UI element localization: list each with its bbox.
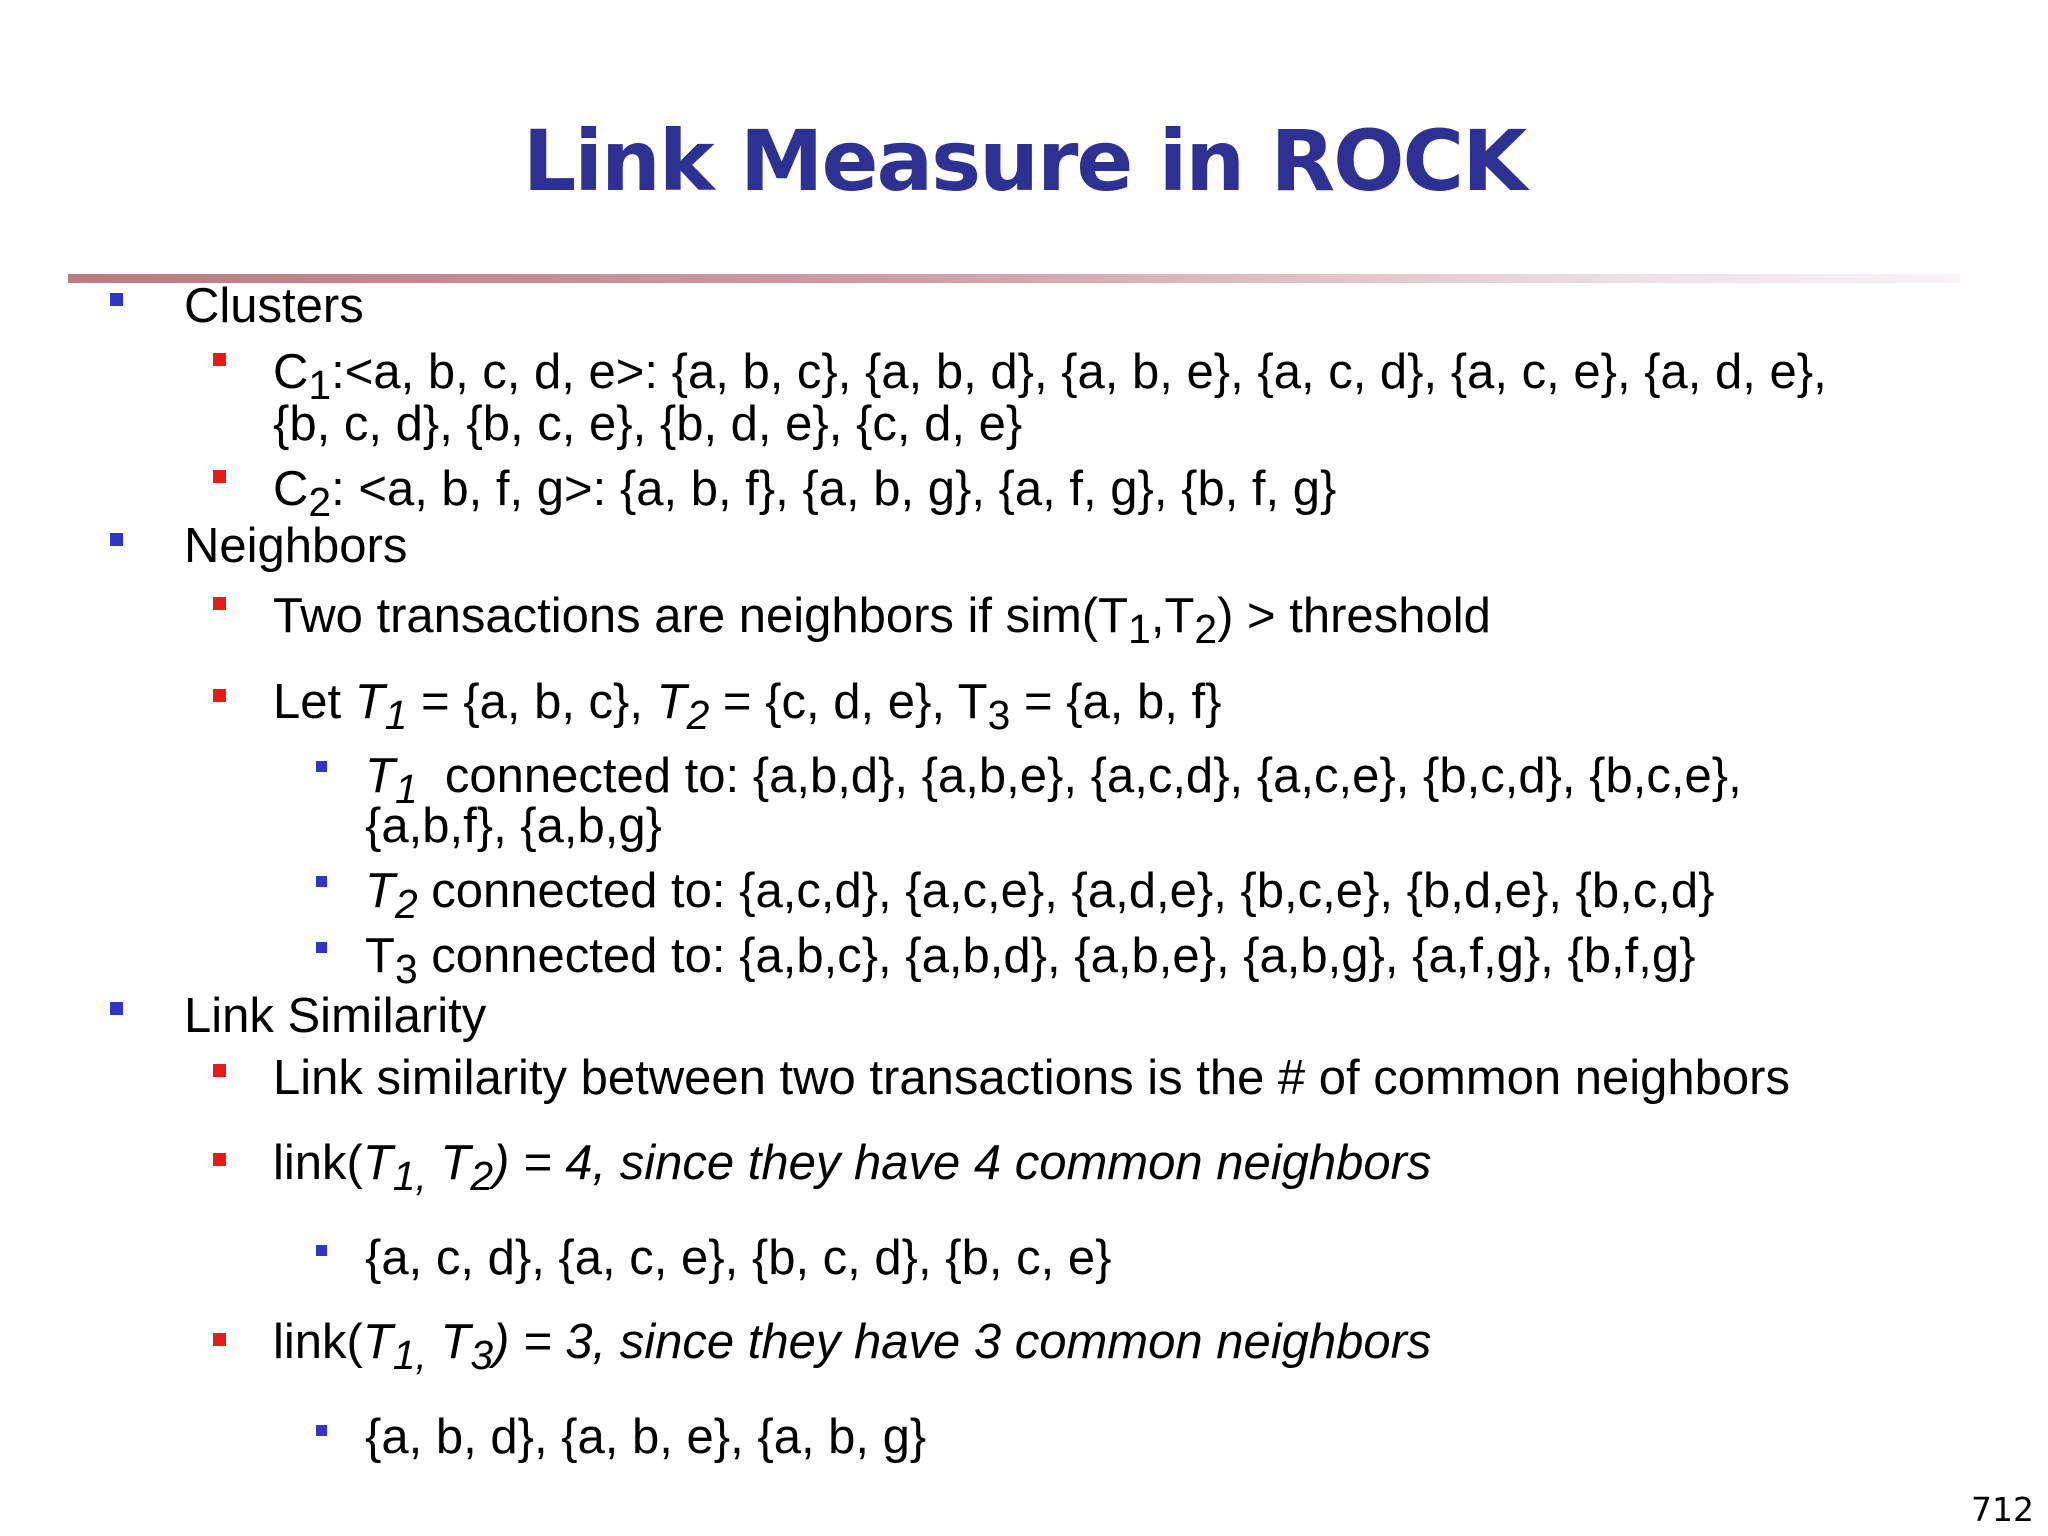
- cluster-c1-line1: $C_1:<a$, b, c, d, e>: {a, b, c}, {a, b, d}, {a, b, e}, {a, c, d}, {a, c, e}, {a, d, e},: [273, 345, 1827, 408]
- bullet-square-icon: [110, 533, 123, 546]
- bullet-square-icon: [213, 1333, 226, 1346]
- bullet-square-icon: [213, 689, 226, 702]
- bullet-square-icon: [316, 1245, 327, 1256]
- t1-connected-line1: $T_1$ connected to: {a,b,d}, {a,b,e}, {a,c,d}, {a,c,e}, {b,c,d}, {b,c,e},: [365, 749, 1742, 812]
- t3-connected: $T_3$ connected to: {a,b,c}, {a,b,d}, {a,b,e}, {a,b,g}, {a,f,g}, {b,f,g}: [365, 929, 1696, 992]
- neighbors-let: Let $T_1 = \{a$, b, c}, $T_2 = \{c$, d, e}, $T_3 = \{a$, b, f}: [273, 675, 1222, 738]
- bullet-square-icon: [316, 761, 327, 772]
- link-t1-t2: $link(T_{1,}$ $T_2) = 4$, since they have 4 common neighbors: [273, 1136, 1432, 1199]
- cluster-c2: $C_2$: <a, b, f, g>: {a, b, f}, {a, b, g}, {a, f, g}, {b, f, g}: [273, 462, 1337, 525]
- bullet-square-icon: [213, 353, 226, 366]
- bullet-square-icon: [213, 470, 226, 483]
- page-number: 712: [1971, 1490, 2034, 1529]
- heading-link-similarity: Link Similarity: [184, 989, 487, 1043]
- bullet-square-icon: [110, 293, 123, 306]
- cluster-c1-line2: {b, c, d}, {b, c, e}, {b, d, e}, {c, d, e}: [273, 397, 1023, 451]
- slide-title: Link Measure in ROCK: [522, 112, 1526, 210]
- bullet-square-icon: [213, 1064, 226, 1077]
- bullet-square-icon: [213, 597, 226, 610]
- bullet-square-icon: [213, 1153, 226, 1166]
- bullet-square-icon: [316, 876, 327, 887]
- bullet-square-icon: [316, 1425, 327, 1436]
- t1-connected-line2: {a,b,f}, {a,b,g}: [365, 799, 663, 853]
- link-t1-t3: $link(T_{1,}$ $T_3) = 3$, since they have 3 common neighbors: [273, 1315, 1432, 1378]
- link-t1-t3-sets: {a, b, d}, {a, b, e}, {a, b, g}: [365, 1410, 927, 1464]
- bullet-square-icon: [316, 942, 327, 953]
- neighbors-definition: Two transactions are neighbors if $sim(T_1,T_2)$ > threshold: [273, 589, 1491, 652]
- link-t1-t2-sets: {a, c, d}, {a, c, e}, {b, c, d}, {b, c, e}: [365, 1231, 1112, 1285]
- t2-connected: $T_2$ connected to: {a,c,d}, {a,c,e}, {a,d,e}, {b,c,e}, {b,d,e}, {b,c,d}: [365, 864, 1715, 927]
- heading-neighbors: Neighbors: [184, 519, 408, 573]
- link-similarity-definition: Link similarity between two transactions is the # of common neighbors: [273, 1051, 1790, 1105]
- bullet-square-icon: [110, 1002, 123, 1015]
- heading-clusters: Clusters: [184, 279, 364, 333]
